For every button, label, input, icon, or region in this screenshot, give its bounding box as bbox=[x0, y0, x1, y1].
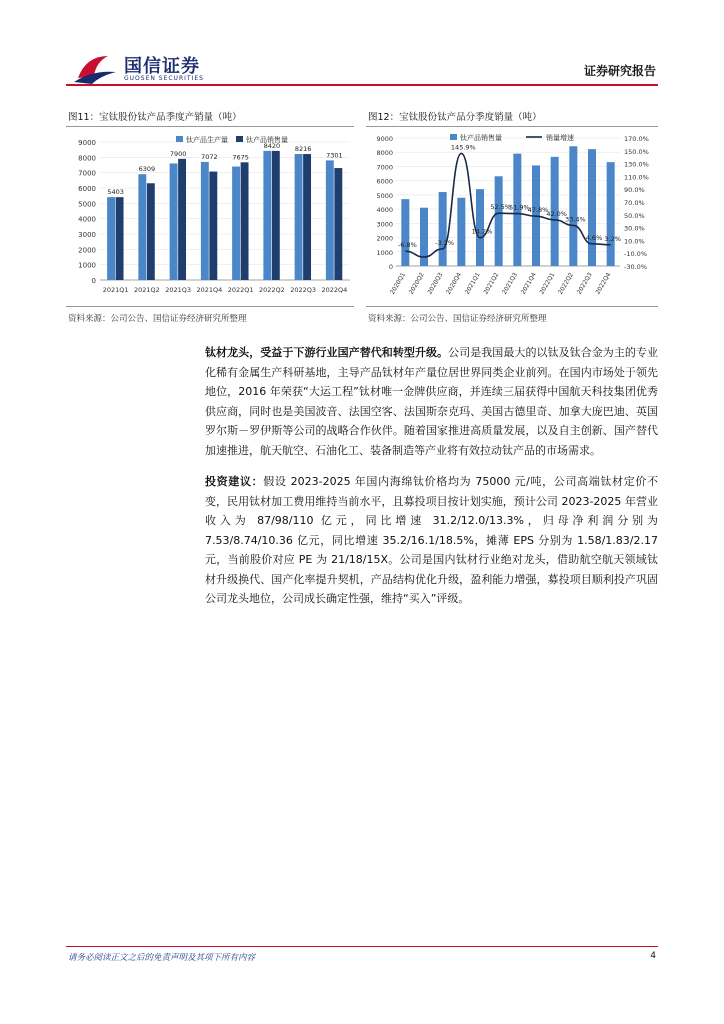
y-tick-label: 9000 bbox=[78, 139, 96, 147]
legend-swatch bbox=[450, 134, 457, 140]
bar-sales bbox=[401, 199, 409, 266]
paragraph-1 bbox=[205, 343, 658, 460]
figure-12-chart bbox=[366, 130, 658, 302]
y2-tick-label: 150.0% bbox=[624, 147, 649, 156]
legend-label: 钛产品销售量 bbox=[246, 136, 288, 144]
bar-sales bbox=[457, 198, 465, 266]
paragraph-2 bbox=[205, 472, 658, 609]
legend-label: 销量增速 bbox=[546, 134, 574, 142]
y-tick-label: 8000 bbox=[376, 149, 393, 158]
paragraph-1-lead: 钛材龙头，受益于下游行业国产替代和转型升级。 bbox=[205, 346, 449, 359]
y2-tick-label: -30.0% bbox=[624, 263, 647, 271]
bar-sales bbox=[569, 146, 577, 266]
x-tick-label: 2022Q4 bbox=[321, 286, 348, 294]
y2-tick-label: 170.0% bbox=[624, 135, 649, 143]
x-tick-label: 2022Q1 bbox=[538, 271, 557, 296]
line-data-label: 42.0% bbox=[546, 209, 567, 218]
y-tick-label: 9000 bbox=[376, 135, 393, 143]
bar-production bbox=[232, 167, 240, 280]
line-data-label: 51.9% bbox=[509, 203, 530, 212]
y-tick-label: 0 bbox=[388, 263, 393, 271]
y-tick-label: 4000 bbox=[78, 215, 96, 224]
figure-12-divider bbox=[366, 126, 658, 127]
bar-sales bbox=[209, 172, 217, 280]
x-tick-label: 2022Q3 bbox=[575, 271, 594, 296]
y-tick-label: 5000 bbox=[376, 191, 393, 200]
x-tick-label: 2022Q3 bbox=[290, 286, 317, 294]
legend-label: 钛产品生产量 bbox=[186, 136, 228, 144]
bar-sales bbox=[607, 162, 615, 266]
y-tick-label: 3000 bbox=[376, 220, 393, 229]
bar-sales bbox=[241, 162, 249, 280]
data-label: 8420 bbox=[263, 141, 281, 150]
data-label: 8216 bbox=[294, 145, 312, 154]
y-tick-label: 8000 bbox=[78, 154, 96, 163]
y-tick-label: 7000 bbox=[78, 169, 96, 178]
y2-tick-label: 10.0% bbox=[624, 237, 645, 246]
y2-tick-label: -10.0% bbox=[624, 250, 647, 259]
paragraph-2-lead: 投资建议： bbox=[205, 475, 264, 488]
x-tick-label: 2021Q3 bbox=[165, 286, 192, 294]
data-label: 6309 bbox=[138, 165, 156, 174]
bar-sales bbox=[178, 159, 186, 280]
data-label: 7072 bbox=[201, 152, 218, 161]
y-tick-label: 0 bbox=[91, 277, 96, 285]
y-tick-label: 2000 bbox=[78, 246, 96, 255]
figure-11-title: 图11：宝钛股份钛产品季度产销量（吨） bbox=[68, 112, 242, 123]
y-tick-label: 5000 bbox=[78, 200, 96, 209]
report-type: 证券研究报告 bbox=[583, 64, 656, 78]
bar-production bbox=[107, 197, 115, 280]
bar-production bbox=[138, 174, 146, 280]
x-tick-label: 2021Q1 bbox=[102, 286, 129, 294]
x-tick-label: 2021Q3 bbox=[501, 271, 520, 296]
x-tick-label: 2021Q4 bbox=[196, 286, 223, 294]
page-number: 4 bbox=[650, 951, 656, 961]
figure-11-chart bbox=[66, 130, 356, 300]
bar-production bbox=[263, 151, 271, 280]
bar-sales bbox=[303, 154, 311, 280]
x-tick-label: 2022Q2 bbox=[557, 271, 576, 296]
legend-swatch bbox=[176, 136, 183, 142]
y2-tick-label: 90.0% bbox=[624, 186, 645, 195]
logo-english: GUOSEN SECURITIES bbox=[124, 75, 204, 82]
line-data-label: 3.2% bbox=[604, 234, 621, 243]
y2-tick-label: 70.0% bbox=[624, 199, 645, 207]
x-tick-label: 2022Q1 bbox=[227, 286, 254, 294]
bar-sales bbox=[272, 151, 280, 280]
line-data-label: -6.8% bbox=[397, 241, 417, 250]
x-tick-label: 2021Q2 bbox=[133, 286, 160, 294]
figure-11-source: 资料来源：公司公告、国信证券经济研究所整理 bbox=[68, 314, 247, 324]
y-tick-label: 1000 bbox=[78, 261, 96, 270]
x-tick-label: 2020Q4 bbox=[445, 271, 464, 296]
y2-tick-label: 30.0% bbox=[624, 224, 645, 233]
bar-sales bbox=[495, 176, 503, 266]
x-tick-label: 2021Q4 bbox=[519, 271, 538, 296]
y-tick-label: 3000 bbox=[78, 231, 96, 239]
figure-11-divider bbox=[66, 126, 354, 127]
data-label: 5403 bbox=[107, 188, 124, 197]
bar-production bbox=[326, 160, 334, 280]
line-data-label: 14.2% bbox=[471, 227, 493, 236]
bar-production bbox=[295, 154, 303, 280]
y-tick-label: 4000 bbox=[376, 206, 393, 215]
x-tick-label: 2021Q1 bbox=[463, 271, 482, 296]
line-data-label: 52.5% bbox=[490, 203, 511, 212]
bar-sales bbox=[334, 168, 342, 280]
figure-12-bottom-divider bbox=[366, 306, 658, 307]
bar-sales bbox=[439, 192, 447, 266]
line-data-label: 47.8% bbox=[527, 206, 549, 215]
line-data-label: 145.9% bbox=[450, 143, 476, 152]
legend-label: 钛产品销售量 bbox=[460, 134, 502, 142]
figure-12-source: 资料来源：公司公告、国信证券经济研究所整理 bbox=[368, 314, 547, 324]
x-tick-label: 2020Q2 bbox=[407, 271, 426, 296]
y-tick-label: 2000 bbox=[376, 234, 393, 243]
y2-tick-label: 110.0% bbox=[624, 173, 649, 182]
x-tick-label: 2021Q2 bbox=[482, 271, 501, 296]
data-label: 7301 bbox=[326, 151, 343, 160]
y-tick-label: 1000 bbox=[376, 248, 393, 257]
header-divider bbox=[66, 84, 658, 86]
x-tick-label: 2022Q2 bbox=[258, 286, 285, 294]
data-label: 7675 bbox=[232, 153, 249, 162]
bar-production bbox=[170, 163, 178, 280]
paragraph-2-text: 假设 2023-2025 年国内海绵钛价格均为 75000 元/吨，公司高端钛材定价不变，民用钛材加工费用维持当前水平，且募投项目按计划实施，预计公司 2023-2025 年营业收入为 87/98/110 亿元，同比增速 31.2/12.0/13.3%，归母净利润分别为 7.53/8.74/10.36 亿元，同比增速 35.2/16.1/18.5%，摊薄 EPS 分别为 1.58/1.83/2.17 元，当前股价对应 PE 为 21/18/15X。公司是国内钛材行业绝对龙头，借助航空航天领域钛材升级换代、国产化率提升契机，产品结构优化升级，盈利能力增强，募投项目顺利投产巩固公司龙头地位，公司成长确定性强，维持“买入”评级。 bbox=[205, 475, 658, 605]
y2-tick-label: 50.0% bbox=[624, 211, 645, 220]
y-tick-label: 6000 bbox=[376, 177, 393, 186]
data-label: 7900 bbox=[169, 149, 187, 158]
y-tick-label: 6000 bbox=[78, 185, 96, 193]
y-tick-label: 7000 bbox=[376, 163, 393, 172]
bar-sales bbox=[588, 149, 596, 266]
x-tick-label: 2020Q1 bbox=[389, 271, 408, 296]
logo-mark-icon bbox=[72, 50, 118, 86]
bar-production bbox=[201, 162, 209, 280]
figure-12-title: 图12：宝钛股份钛产品分季度销量（吨） bbox=[368, 112, 542, 123]
bar-sales bbox=[116, 197, 124, 280]
line-data-label: 33.4% bbox=[565, 215, 586, 224]
bar-sales bbox=[147, 183, 155, 280]
line-data-label: -3.2% bbox=[435, 238, 455, 247]
logo-name: 国信证券 bbox=[124, 56, 200, 77]
paragraph-1-text: 公司是我国最大的以钛及钛合金为主的专业化稀有金属生产科研基地，主导产品钛材年产量位居世界同类企业前列。在国内市场处于领先地位，2016 年荣获“大运工程”钛材唯一金牌供应商，并连续三届获得中国航天科技集团优秀供应商，同时也是美国波音、法国空客、法国斯奈克玛、美国古德里奇、加拿大庞巴迪、英国罗尔斯－罗伊斯等公司的战略合作伙伴。随着国家推进高质量发展，以及自主创新、国产替代加速推进，航天航空、石油化工、装备制造等产业将有效拉动钛产品的市场需求。 bbox=[205, 346, 659, 457]
figure-11-bottom-divider bbox=[66, 306, 354, 307]
footer-disclaimer: 请务必阅读正文之后的免责声明及其项下所有内容 bbox=[68, 953, 256, 963]
line-data-label: 4.6% bbox=[585, 233, 603, 242]
x-tick-label: 2020Q3 bbox=[426, 271, 445, 296]
footer-divider bbox=[66, 946, 658, 947]
x-tick-label: 2022Q4 bbox=[594, 271, 613, 296]
legend-swatch bbox=[236, 136, 243, 142]
y2-tick-label: 130.0% bbox=[624, 160, 649, 169]
